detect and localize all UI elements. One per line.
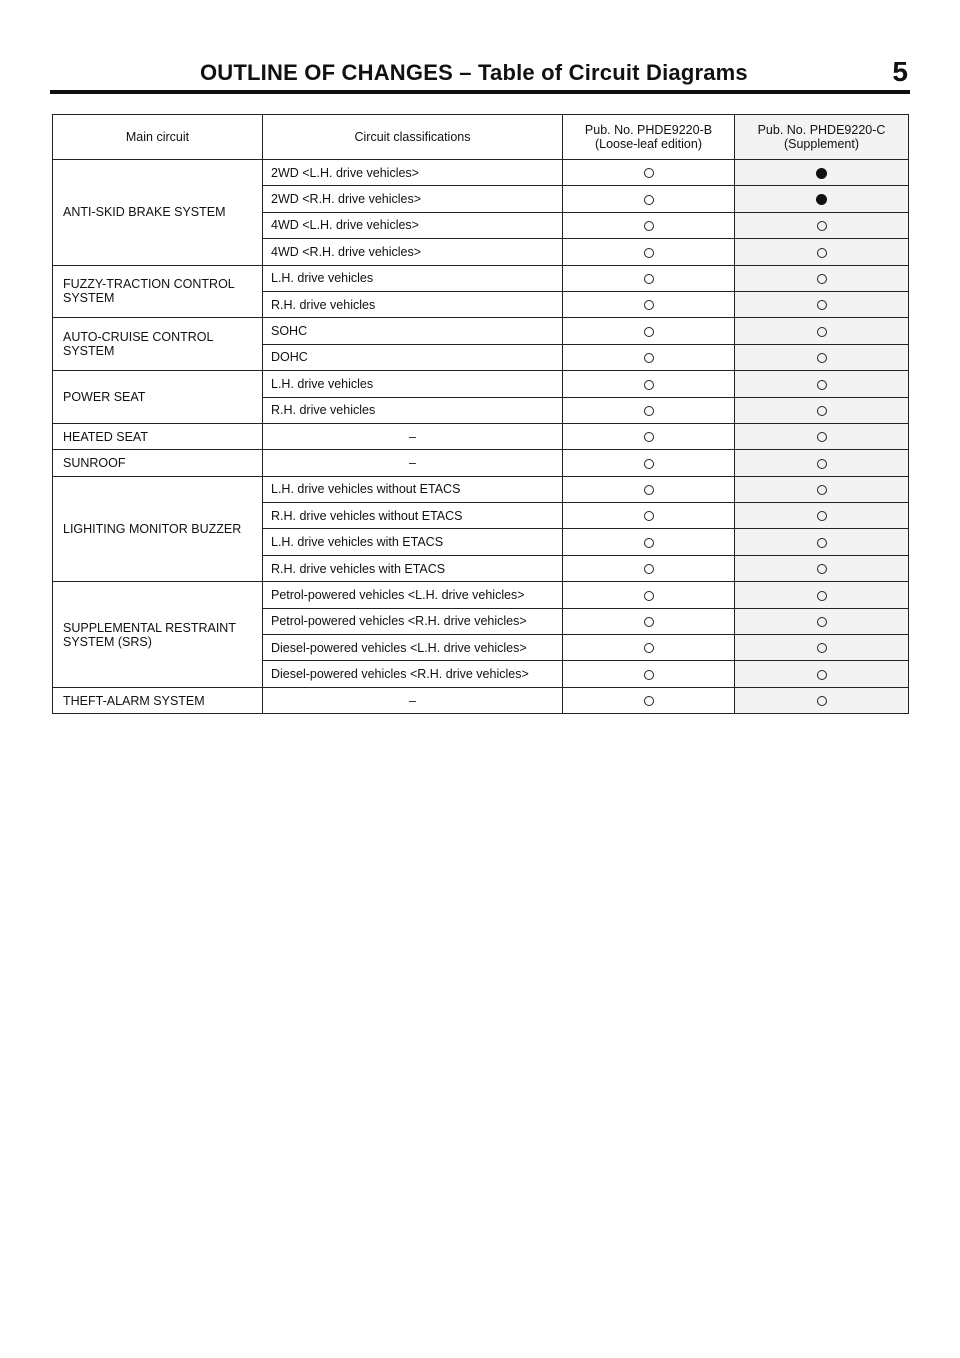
- pub-c-mark-cell: [735, 160, 909, 186]
- pub-b-mark-cell: [563, 687, 735, 713]
- classification-cell: –: [263, 687, 563, 713]
- pub-b-mark-cell: [563, 582, 735, 608]
- pub-c-mark-cell: [735, 239, 909, 265]
- open-circle-icon: [817, 564, 827, 574]
- pub-c-mark-cell: [735, 423, 909, 449]
- pub-c-mark-cell: [735, 186, 909, 212]
- main-circuit-cell: ANTI-SKID BRAKE SYSTEM: [53, 160, 263, 266]
- open-circle-icon: [817, 300, 827, 310]
- pub-b-mark-cell: [563, 265, 735, 291]
- open-circle-icon: [644, 406, 654, 416]
- open-circle-icon: [644, 274, 654, 284]
- open-circle-icon: [644, 459, 654, 469]
- classification-cell: L.H. drive vehicles without ETACS: [263, 476, 563, 502]
- pub-b-mark-cell: [563, 212, 735, 238]
- page-header: [50, 56, 910, 96]
- open-circle-icon: [644, 327, 654, 337]
- main-circuit-cell: SUNROOF: [53, 450, 263, 476]
- circuit-diagrams-table: [52, 114, 909, 714]
- classification-cell: 4WD <R.H. drive vehicles>: [263, 239, 563, 265]
- pub-b-mark-cell: [563, 608, 735, 634]
- pub-c-mark-cell: [735, 529, 909, 555]
- open-circle-icon: [817, 617, 827, 627]
- open-circle-icon: [817, 591, 827, 601]
- pub-b-mark-cell: [563, 555, 735, 581]
- pub-b-number: Pub. No. PHDE9220-B: [584, 123, 713, 137]
- open-circle-icon: [644, 432, 654, 442]
- pub-c-mark-cell: [735, 318, 909, 344]
- open-circle-icon: [644, 168, 654, 178]
- column-header-pub-c: [735, 115, 909, 160]
- page-title: OUTLINE OF CHANGES – Table of Circuit Diagrams: [200, 60, 748, 85]
- open-circle-icon: [817, 643, 827, 653]
- open-circle-icon: [817, 353, 827, 363]
- open-circle-icon: [644, 353, 654, 363]
- pub-c-mark-cell: [735, 397, 909, 423]
- table-row: [53, 687, 909, 713]
- column-header-circuit-classifications: Circuit classifications: [263, 115, 563, 160]
- open-circle-icon: [817, 406, 827, 416]
- open-circle-icon: [817, 511, 827, 521]
- open-circle-icon: [644, 221, 654, 231]
- open-circle-icon: [644, 643, 654, 653]
- pub-c-mark-cell: [735, 450, 909, 476]
- table-row: [53, 582, 909, 608]
- classification-cell: R.H. drive vehicles without ETACS: [263, 503, 563, 529]
- open-circle-icon: [817, 248, 827, 258]
- page-number: 5: [892, 56, 908, 87]
- pub-b-mark-cell: [563, 423, 735, 449]
- main-circuit-cell: THEFT-ALARM SYSTEM: [53, 687, 263, 713]
- table-row: [53, 450, 909, 476]
- open-circle-icon: [644, 538, 654, 548]
- classification-cell: L.H. drive vehicles with ETACS: [263, 529, 563, 555]
- open-circle-icon: [817, 670, 827, 680]
- pub-b-mark-cell: [563, 635, 735, 661]
- table-header-row: [53, 115, 909, 160]
- open-circle-icon: [817, 485, 827, 495]
- pub-b-mark-cell: [563, 318, 735, 344]
- filled-circle-icon: [816, 194, 827, 205]
- main-circuit-cell: LIGHITING MONITOR BUZZER: [53, 476, 263, 582]
- pub-c-mark-cell: [735, 608, 909, 634]
- classification-cell: Petrol-powered vehicles <L.H. drive vehicles>: [263, 582, 563, 608]
- main-circuit-cell: POWER SEAT: [53, 371, 263, 424]
- open-circle-icon: [817, 327, 827, 337]
- classification-cell: Diesel-powered vehicles <L.H. drive vehicles>: [263, 635, 563, 661]
- classification-cell: 2WD <R.H. drive vehicles>: [263, 186, 563, 212]
- table-row: [53, 265, 909, 291]
- pub-c-mark-cell: [735, 371, 909, 397]
- classification-cell: SOHC: [263, 318, 563, 344]
- pub-b-mark-cell: [563, 397, 735, 423]
- classification-cell: L.H. drive vehicles: [263, 371, 563, 397]
- open-circle-icon: [644, 617, 654, 627]
- main-circuit-cell: AUTO-CRUISE CONTROL SYSTEM: [53, 318, 263, 371]
- open-circle-icon: [817, 221, 827, 231]
- open-circle-icon: [644, 248, 654, 258]
- classification-cell: L.H. drive vehicles: [263, 265, 563, 291]
- table-row: [53, 476, 909, 502]
- open-circle-icon: [817, 696, 827, 706]
- open-circle-icon: [644, 564, 654, 574]
- open-circle-icon: [817, 459, 827, 469]
- pub-c-mark-cell: [735, 503, 909, 529]
- classification-cell: R.H. drive vehicles: [263, 397, 563, 423]
- pub-b-mark-cell: [563, 661, 735, 687]
- pub-b-mark-cell: [563, 529, 735, 555]
- pub-c-mark-cell: [735, 291, 909, 317]
- main-circuit-cell: HEATED SEAT: [53, 423, 263, 449]
- classification-cell: 4WD <L.H. drive vehicles>: [263, 212, 563, 238]
- main-circuit-cell: FUZZY-TRACTION CONTROL SYSTEM: [53, 265, 263, 318]
- pub-b-mark-cell: [563, 291, 735, 317]
- pub-c-mark-cell: [735, 212, 909, 238]
- classification-cell: DOHC: [263, 344, 563, 370]
- pub-c-number: Pub. No. PHDE9220-C: [757, 123, 886, 137]
- column-header-main-circuit: Main circuit: [53, 115, 263, 160]
- open-circle-icon: [644, 485, 654, 495]
- pub-c-mark-cell: [735, 635, 909, 661]
- pub-b-mark-cell: [563, 450, 735, 476]
- main-circuit-cell: SUPPLEMENTAL RESTRAINT SYSTEM (SRS): [53, 582, 263, 688]
- open-circle-icon: [817, 380, 827, 390]
- pub-c-edition: (Supplement): [783, 137, 860, 151]
- open-circle-icon: [817, 274, 827, 284]
- pub-c-mark-cell: [735, 555, 909, 581]
- pub-b-edition: (Loose-leaf edition): [594, 137, 702, 151]
- table-row: [53, 318, 909, 344]
- open-circle-icon: [644, 195, 654, 205]
- filled-circle-icon: [816, 168, 827, 179]
- pub-b-mark-cell: [563, 476, 735, 502]
- open-circle-icon: [644, 670, 654, 680]
- classification-cell: Petrol-powered vehicles <R.H. drive vehicles>: [263, 608, 563, 634]
- open-circle-icon: [817, 538, 827, 548]
- column-header-pub-b: [563, 115, 735, 160]
- open-circle-icon: [644, 696, 654, 706]
- open-circle-icon: [644, 380, 654, 390]
- open-circle-icon: [817, 432, 827, 442]
- table-row: [53, 371, 909, 397]
- classification-cell: Diesel-powered vehicles <R.H. drive vehicles>: [263, 661, 563, 687]
- open-circle-icon: [644, 511, 654, 521]
- open-circle-icon: [644, 300, 654, 310]
- table-row: [53, 423, 909, 449]
- pub-b-mark-cell: [563, 503, 735, 529]
- table-body: [53, 160, 909, 714]
- classification-cell: R.H. drive vehicles: [263, 291, 563, 317]
- pub-c-mark-cell: [735, 687, 909, 713]
- pub-b-mark-cell: [563, 239, 735, 265]
- pub-b-mark-cell: [563, 160, 735, 186]
- pub-c-mark-cell: [735, 476, 909, 502]
- pub-c-mark-cell: [735, 582, 909, 608]
- classification-cell: 2WD <L.H. drive vehicles>: [263, 160, 563, 186]
- classification-cell: R.H. drive vehicles with ETACS: [263, 555, 563, 581]
- pub-c-mark-cell: [735, 344, 909, 370]
- table-row: [53, 160, 909, 186]
- pub-b-mark-cell: [563, 186, 735, 212]
- open-circle-icon: [644, 591, 654, 601]
- classification-cell: –: [263, 450, 563, 476]
- pub-b-mark-cell: [563, 344, 735, 370]
- classification-cell: –: [263, 423, 563, 449]
- header-rule: [50, 90, 910, 94]
- pub-b-mark-cell: [563, 371, 735, 397]
- pub-c-mark-cell: [735, 661, 909, 687]
- pub-c-mark-cell: [735, 265, 909, 291]
